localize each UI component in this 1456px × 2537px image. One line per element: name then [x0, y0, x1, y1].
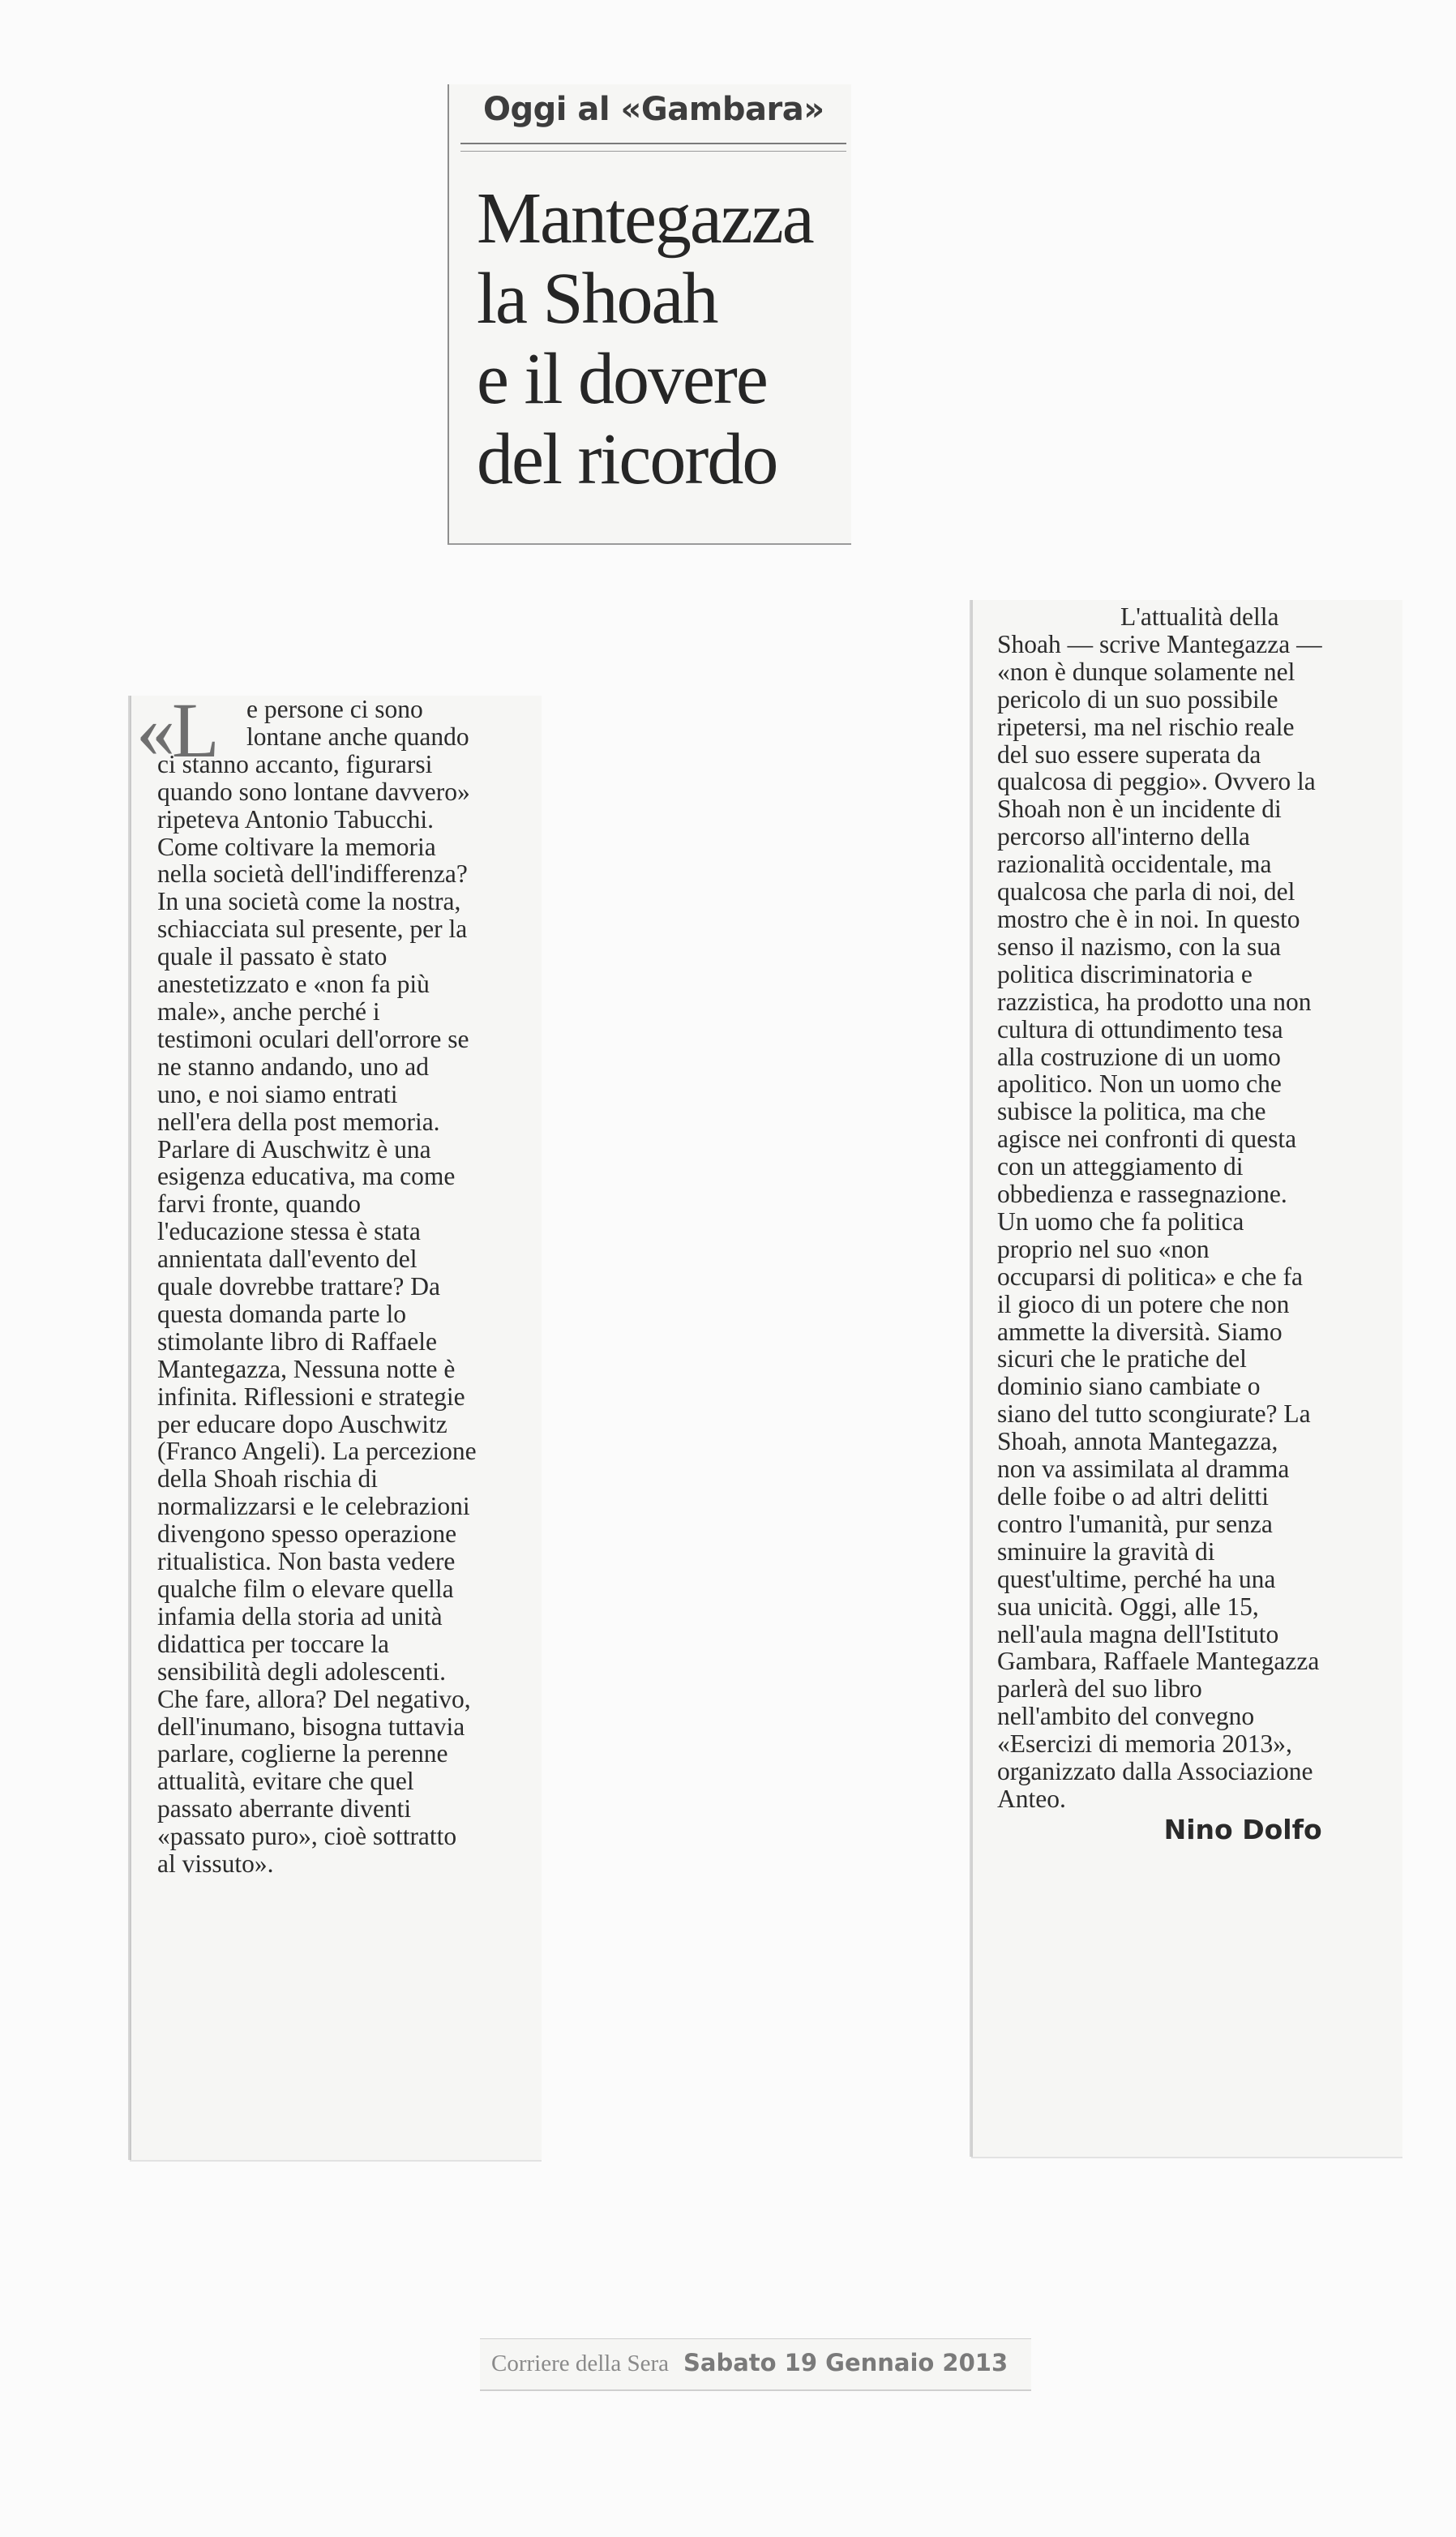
text-line: Parlare di Auschwitz è una — [157, 1134, 431, 1164]
text-line: e persone ci sono — [246, 695, 423, 723]
text-line: questa domanda parte lo — [157, 1299, 407, 1328]
text-line: esigenza educativa, ma come — [157, 1162, 456, 1191]
text-line: Mantegazza, Nessuna notte è — [157, 1354, 456, 1383]
article-left-column — [130, 687, 542, 2160]
text-line: farvi fronte, quando — [157, 1189, 362, 1219]
text-line: passato aberrante diventi — [157, 1794, 412, 1823]
headline-line: Mantegazza — [477, 178, 813, 259]
right-column-text — [997, 603, 1322, 1844]
text-line: infamia della storia ad unità — [157, 1601, 443, 1631]
text-line: qualche film o elevare quella — [157, 1575, 454, 1603]
text-line: per educare dopo Auschwitz — [157, 1409, 448, 1438]
text-line: ne stanno andando, uno ad — [157, 1052, 430, 1081]
text-line: siano del tutto scongiurate? La — [997, 1399, 1311, 1429]
kicker-rule — [460, 143, 846, 144]
text-line: nella società dell'indifferenza? — [157, 859, 468, 889]
text-line: ripeteva Antonio Tabucchi. — [157, 804, 434, 834]
text-line: quando sono lontane davvero» — [157, 777, 470, 806]
text-line: qualcosa di peggio». Ovvero la — [997, 767, 1316, 796]
source-strip — [480, 2338, 1031, 2391]
text-line: attualità, evitare che quel — [157, 1767, 414, 1796]
text-line: organizzato dalla Associazione — [997, 1757, 1313, 1786]
text-line: subisce la politica, ma che — [997, 1097, 1266, 1126]
text-line: ripetersi, ma nel rischio reale — [997, 712, 1295, 741]
author-byline: Nino Dolfo — [1163, 1813, 1322, 1845]
text-line: (Franco Angeli). La percezione — [157, 1437, 477, 1466]
text-line: percorso all'interno della — [997, 822, 1250, 851]
text-line: con un atteggiamento di — [997, 1152, 1244, 1181]
text-line: divengono spesso operazione — [157, 1519, 457, 1549]
text-line: sminuire la gravità di — [997, 1536, 1215, 1566]
text-line: politica discriminatoria e — [997, 959, 1253, 988]
text-line: testimoni oculari dell'orrore se — [157, 1024, 469, 1053]
text-line: agisce nei confronti di questa — [997, 1125, 1297, 1154]
text-line: stimolante libro di Raffaele — [157, 1326, 437, 1356]
headline-line: la Shoah — [477, 259, 717, 339]
text-line: didattica per toccare la — [157, 1629, 389, 1658]
text-line: Shoah, annota Mantegazza, — [997, 1427, 1278, 1456]
text-line: contro l'umanità, pur senza — [997, 1509, 1273, 1538]
text-line: nell'ambito del convegno — [997, 1702, 1255, 1731]
text-line: apolitico. Non un uomo che — [997, 1069, 1282, 1099]
text-line: delle foibe o ad altri delitti — [997, 1482, 1270, 1511]
text-line: cultura di ottundimento tesa — [997, 1014, 1283, 1044]
text-line: ci stanno accanto, figurarsi — [157, 749, 433, 778]
text-line: proprio nel suo «non — [997, 1234, 1210, 1263]
text-line: Un uomo che fa politica — [997, 1206, 1244, 1236]
text-line: al vissuto». — [157, 1849, 274, 1879]
article-right-column — [971, 600, 1402, 2157]
text-line: parlerà del suo libro — [997, 1674, 1202, 1703]
text-line: normalizzarsi e le celebrazioni — [157, 1492, 470, 1521]
text-line: alla costruzione di un uomo — [997, 1042, 1281, 1071]
text-line: L'attualità della — [1120, 602, 1279, 631]
text-line: Shoah non è un incidente di — [997, 795, 1282, 824]
text-line: occuparsi di politica» e che fa — [997, 1262, 1303, 1291]
text-line: Anteo. — [997, 1784, 1066, 1813]
drop-cap: «L — [136, 687, 216, 774]
text-line: ammette la diversità. Siamo — [997, 1317, 1283, 1346]
text-line: In una società come la nostra, — [157, 887, 461, 916]
text-line: Shoah — scrive Mantegazza — — [997, 629, 1322, 658]
headline-clipping — [448, 84, 851, 545]
text-line: ritualistica. Non basta vedere — [157, 1547, 456, 1576]
text-line: il gioco di un potere che non — [997, 1289, 1290, 1318]
text-line: obbedienza e rassegnazione. — [997, 1180, 1287, 1209]
kicker: Oggi al «Gambara» — [483, 91, 824, 128]
text-line: razzistica, ha prodotto una non — [997, 987, 1312, 1016]
text-line: dominio siano cambiate o — [997, 1372, 1261, 1401]
text-line: quale dovrebbe trattare? Da — [157, 1272, 440, 1301]
newspaper-name: Corriere della Sera — [491, 2351, 670, 2376]
left-column-text — [157, 696, 477, 1878]
text-line: sicuri che le pratiche del — [997, 1344, 1247, 1373]
publication-date: Sabato 19 Gennaio 2013 — [683, 2349, 1008, 2376]
headline-line: del ricordo — [477, 419, 777, 499]
text-line: l'educazione stessa è stata — [157, 1217, 421, 1246]
headline-line: e il dovere — [477, 339, 767, 419]
text-line: Come coltivare la memoria — [157, 832, 436, 861]
text-line: infinita. Riflessioni e strategie — [157, 1382, 465, 1411]
text-line: nell'aula magna dell'Istituto — [997, 1619, 1279, 1648]
text-line: «non è dunque solamente nel — [997, 657, 1295, 686]
text-line: anestetizzato e «non fa più — [157, 970, 430, 999]
text-line: lontane anche quando — [246, 722, 469, 751]
headline — [477, 178, 858, 499]
text-line: male», anche perché i — [157, 996, 380, 1026]
text-line: razionalità occidentale, ma — [997, 850, 1272, 879]
kicker-rule-thin — [460, 151, 846, 152]
text-line: Gambara, Raffaele Mantegazza — [997, 1647, 1320, 1676]
text-line: «Esercizi di memoria 2013», — [997, 1729, 1292, 1759]
text-line: sensibilità degli adolescenti. — [157, 1656, 447, 1686]
text-line: parlare, coglierne la perenne — [157, 1739, 448, 1768]
text-line: quale il passato è stato — [157, 942, 388, 971]
text-line: Che fare, allora? Del negativo, — [157, 1684, 471, 1713]
text-line: pericolo di un suo possibile — [997, 684, 1278, 714]
text-line: non va assimilata al dramma — [997, 1455, 1290, 1484]
text-line: della Shoah rischia di — [157, 1464, 379, 1493]
text-line: dell'inumano, bisogna tuttavia — [157, 1712, 465, 1741]
text-line: quest'ultime, perché ha una — [997, 1564, 1276, 1593]
text-line: nell'era della post memoria. — [157, 1107, 440, 1136]
source-line — [491, 2349, 1008, 2377]
text-line: uno, e noi siamo entrati — [157, 1079, 398, 1108]
text-line: senso il nazismo, con la sua — [997, 932, 1281, 961]
text-line: qualcosa che parla di noi, del — [997, 877, 1295, 906]
text-line: sua unicità. Oggi, alle 15, — [997, 1592, 1259, 1621]
text-line: «passato puro», cioè sottratto — [157, 1822, 457, 1851]
text-line: mostro che è in noi. In questo — [997, 904, 1300, 933]
text-line: del suo essere superata da — [997, 739, 1261, 769]
text-line: schiacciata sul presente, per la — [157, 915, 468, 944]
text-line: annientata dall'evento del — [157, 1245, 418, 1274]
